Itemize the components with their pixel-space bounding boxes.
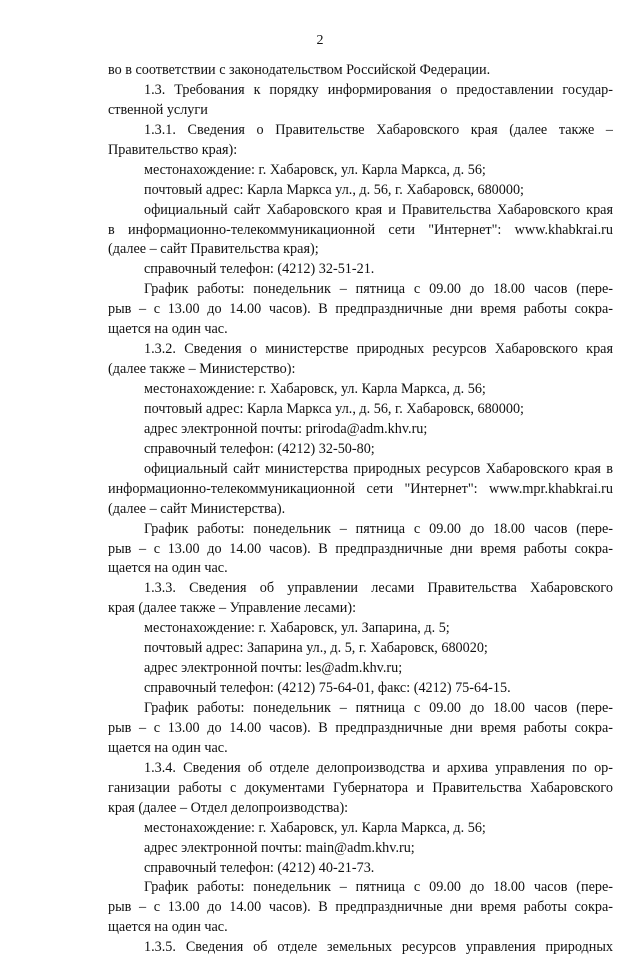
text-line: рыв – с 13.00 до 14.00 часов). В предпраздничные дни время работы сокра- bbox=[108, 899, 613, 916]
text-line: информационно-телекоммуникационной сети "Интернет": www.mpr.khabkrai.ru bbox=[108, 480, 613, 497]
text-line: справочный телефон: (4212) 32-51-21. bbox=[144, 261, 375, 278]
text-line: 1.3. Требования к порядку информирования о предоставлении государ- bbox=[144, 81, 613, 98]
text-line: График работы: понедельник – пятница с 09.00 до 18.00 часов (пере- bbox=[144, 700, 613, 716]
text-line: официальный сайт министерства природных ресурсов Хабаровского края в bbox=[144, 460, 613, 477]
text-line: в информационно-телекоммуникационной сети "Интернет": www.khabkrai.ru bbox=[108, 221, 613, 238]
text-line: ственной услуги bbox=[108, 101, 208, 118]
text-line: края (далее – Отдел делопроизводства): bbox=[108, 799, 349, 816]
document-body bbox=[108, 61, 613, 958]
text-line: местонахождение: г. Хабаровск, ул. Карла Маркса, д. 56; bbox=[144, 819, 486, 836]
text-line: местонахождение: г. Хабаровск, ул. Карла Маркса, д. 56; bbox=[144, 161, 486, 178]
text-line: местонахождение: г. Хабаровск, ул. Карла Маркса, д. 56; bbox=[144, 381, 486, 397]
text-line: щается на один час. bbox=[108, 321, 228, 338]
text-line: (далее – сайт Министерства). bbox=[108, 500, 286, 517]
text-line: 1.3.4. Сведения об отделе делопроизводства и архива управления по ор- bbox=[144, 759, 613, 776]
text-line: справочный телефон: (4212) 40-21-73. bbox=[144, 859, 375, 876]
text-line: (далее – сайт Правительства края); bbox=[108, 241, 319, 258]
text-line: рыв – с 13.00 до 14.00 часов). В предпраздничные дни время работы сокра- bbox=[108, 540, 613, 557]
text-line: адрес электронной почты: main@adm.khv.ru; bbox=[144, 839, 415, 856]
page-number: 2 bbox=[316, 33, 324, 48]
text-line: адрес электронной почты: les@adm.khv.ru; bbox=[144, 660, 403, 677]
text-line: Правительство края): bbox=[108, 141, 238, 158]
text-line: во в соответствии с законодательством Российской Федерации. bbox=[108, 62, 491, 78]
text-line: 1.3.3. Сведения об управлении лесами Правительства Хабаровского bbox=[144, 580, 613, 597]
text-line: края (далее также – Управление лесами): bbox=[108, 600, 357, 617]
text-line: адрес электронной почты: priroda@adm.khv.ru; bbox=[144, 420, 428, 437]
text-line: ганизации работы с документами Губернатора и Правительства Хабаровского bbox=[108, 779, 613, 796]
text-line: График работы: понедельник – пятница с 09.00 до 18.00 часов (пере- bbox=[144, 281, 613, 298]
text-line: График работы: понедельник – пятница с 09.00 до 18.00 часов (пере- bbox=[144, 879, 613, 896]
text-line: официальный сайт Хабаровского края и Правительства Хабаровского края bbox=[144, 201, 613, 218]
text-line: 1.3.5. Сведения об отделе земельных ресурсов управления природных bbox=[144, 939, 613, 956]
text-line: справочный телефон: (4212) 75-64-01, факс: (4212) 75-64-15. bbox=[144, 680, 511, 697]
text-line: почтовый адрес: Карла Маркса ул., д. 56, г. Хабаровск, 680000; bbox=[144, 181, 524, 198]
text-line: 1.3.1. Сведения о Правительстве Хабаровского края (далее также – bbox=[144, 121, 613, 138]
text-line: справочный телефон: (4212) 32-50-80; bbox=[144, 440, 375, 457]
text-line: График работы: понедельник – пятница с 09.00 до 18.00 часов (пере- bbox=[144, 520, 613, 537]
text-line: 1.3.2. Сведения о министерстве природных ресурсов Хабаровского края bbox=[144, 341, 613, 358]
text-line: щается на один час. bbox=[108, 919, 228, 936]
text-line: рыв – с 13.00 до 14.00 часов). В предпраздничные дни время работы сокра- bbox=[108, 719, 613, 736]
text-line: местонахождение: г. Хабаровск, ул. Запарина, д. 5; bbox=[144, 620, 450, 637]
text-line: (далее также – Министерство): bbox=[108, 361, 296, 378]
text-line: рыв – с 13.00 до 14.00 часов). В предпраздничные дни время работы сокра- bbox=[108, 301, 613, 318]
text-line: почтовый адрес: Карла Маркса ул., д. 56, г. Хабаровск, 680000; bbox=[144, 400, 524, 417]
text-line: почтовый адрес: Запарина ул., д. 5, г. Хабаровск, 680020; bbox=[144, 640, 488, 657]
text-line: щается на один час. bbox=[108, 560, 228, 577]
text-line: щается на один час. bbox=[108, 739, 228, 756]
